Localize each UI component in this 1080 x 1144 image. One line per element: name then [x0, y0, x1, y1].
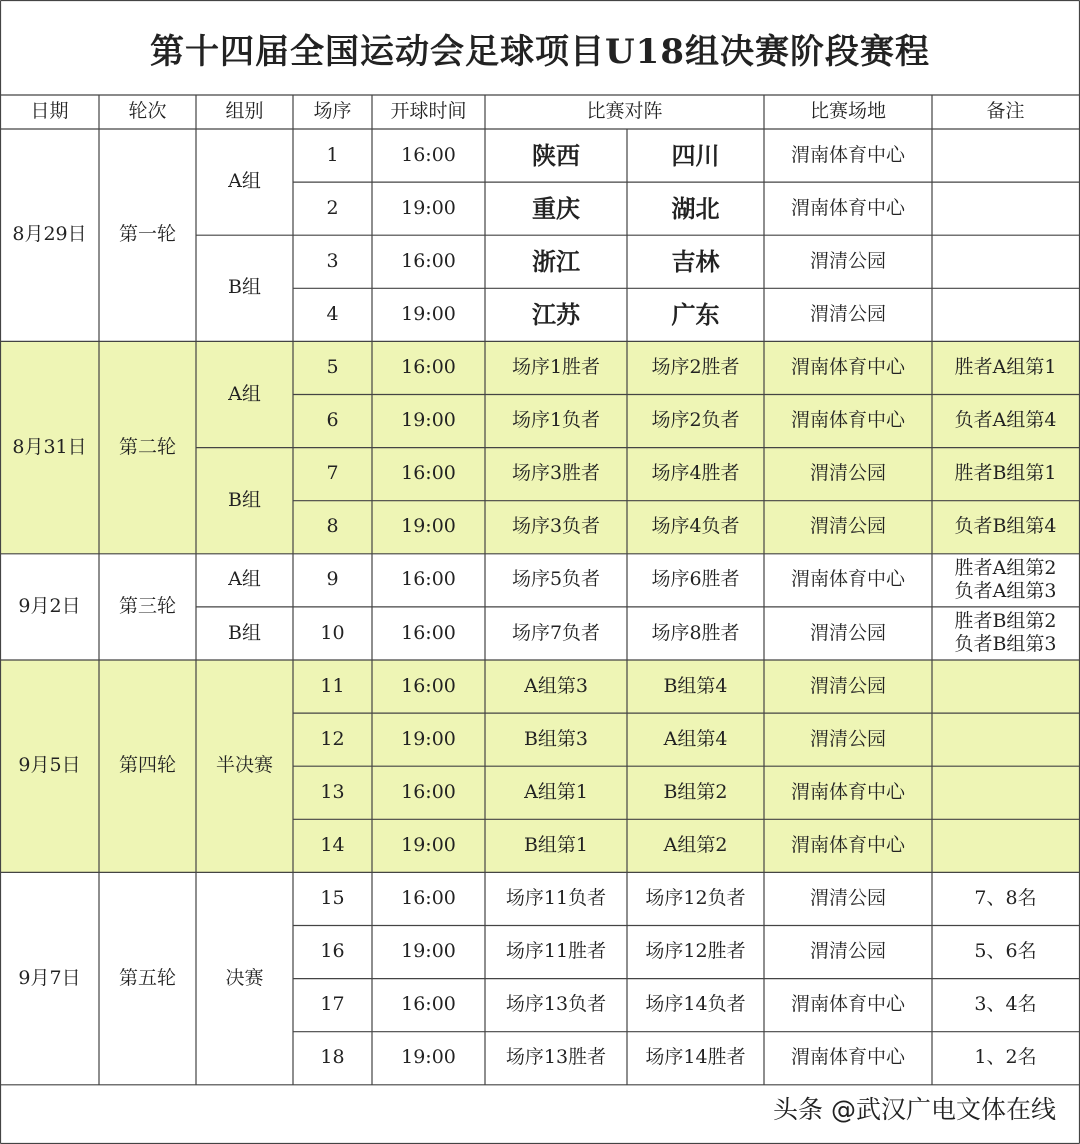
header-cell: 日期 — [30, 100, 69, 123]
match-number: 5 — [326, 356, 339, 379]
date-cell: 8月31日 — [12, 435, 87, 458]
group-cell: B组 — [228, 276, 261, 299]
away-team: 场序4负者 — [651, 515, 740, 538]
note-cell — [932, 766, 1079, 819]
venue-cell: 渭清公园 — [809, 727, 886, 750]
kickoff-time: 19:00 — [401, 727, 456, 750]
date-cell: 9月7日 — [18, 966, 81, 989]
note-cell: 胜者B组第2 负者B组第3 — [954, 609, 1057, 656]
kickoff-time: 16:00 — [401, 993, 456, 1016]
kickoff-time: 16:00 — [401, 568, 456, 591]
header-cell: 比赛对阵 — [586, 100, 663, 123]
home-team: 江苏 — [532, 299, 580, 329]
match-number: 6 — [326, 409, 339, 432]
venue-cell: 渭南体育中心 — [790, 356, 905, 379]
group-cell: A组 — [228, 170, 261, 193]
away-team: A组第2 — [663, 833, 728, 856]
note-cell: 胜者A组第2 负者A组第3 — [954, 556, 1057, 603]
away-team: 场序6胜者 — [651, 568, 740, 591]
venue-cell: 渭南体育中心 — [790, 993, 905, 1016]
venue-cell: 渭南体育中心 — [790, 143, 905, 166]
kickoff-time: 19:00 — [401, 196, 456, 219]
away-team: 场序14胜者 — [645, 1046, 746, 1069]
header-cell: 比赛场地 — [809, 100, 886, 123]
home-team: 浙江 — [532, 246, 580, 276]
away-team: 广东 — [671, 299, 720, 329]
match-number: 8 — [326, 515, 339, 538]
kickoff-time: 16:00 — [401, 462, 456, 485]
round-cell: 第一轮 — [118, 223, 176, 246]
away-team: 吉林 — [671, 246, 720, 276]
match-number: 15 — [320, 887, 345, 910]
group-cell: B组 — [228, 621, 261, 644]
home-team: B组第1 — [523, 833, 589, 856]
away-team: 场序2负者 — [651, 409, 740, 432]
kickoff-time: 16:00 — [401, 356, 456, 379]
note-cell: 胜者B组第1 — [954, 462, 1057, 485]
match-number: 9 — [326, 568, 339, 591]
kickoff-time: 16:00 — [401, 780, 456, 803]
match-number: 13 — [320, 780, 345, 803]
home-team: 场序3负者 — [511, 515, 601, 538]
kickoff-time: 16:00 — [401, 249, 456, 272]
venue-cell: 渭南体育中心 — [790, 780, 905, 803]
group-cell: A组 — [228, 568, 261, 591]
venue-cell: 渭清公园 — [809, 887, 886, 910]
kickoff-time: 19:00 — [401, 409, 456, 432]
home-team: 场序13负者 — [505, 993, 607, 1016]
note-cell — [932, 235, 1079, 288]
away-team: 场序4胜者 — [651, 462, 740, 485]
header-cell: 轮次 — [128, 100, 167, 123]
home-team: B组第3 — [523, 727, 589, 750]
away-team: A组第4 — [663, 727, 728, 750]
home-team: 场序11胜者 — [505, 940, 607, 963]
note-cell: 3、4名 — [974, 993, 1037, 1016]
date-cell: 9月5日 — [18, 754, 81, 777]
title-bar — [0, 0, 1080, 96]
date-cell: 9月2日 — [18, 595, 81, 618]
home-team: 场序13胜者 — [505, 1046, 607, 1069]
note-cell: 胜者A组第1 — [954, 356, 1057, 379]
kickoff-time: 19:00 — [401, 515, 456, 538]
venue-cell: 渭清公园 — [809, 940, 886, 963]
home-team: 重庆 — [532, 193, 580, 223]
match-number: 12 — [320, 727, 345, 750]
away-team: B组第2 — [663, 780, 728, 803]
away-team: 场序12胜者 — [645, 940, 746, 963]
away-team: 场序12负者 — [645, 887, 746, 910]
venue-cell: 渭南体育中心 — [790, 833, 905, 856]
match-number: 1 — [326, 143, 339, 166]
venue-cell: 渭清公园 — [809, 302, 886, 325]
kickoff-time: 19:00 — [401, 833, 456, 856]
home-team: 场序7负者 — [511, 621, 601, 644]
group-cell: A组 — [228, 382, 261, 405]
note-cell: 负者A组第4 — [954, 409, 1057, 432]
kickoff-time: 19:00 — [401, 302, 456, 325]
note-cell: 负者B组第4 — [954, 515, 1057, 538]
kickoff-time: 16:00 — [401, 621, 456, 644]
kickoff-time: 16:00 — [401, 887, 456, 910]
match-number: 7 — [326, 462, 339, 485]
note-cell: 7、8名 — [974, 887, 1037, 910]
header-cell: 组别 — [225, 100, 264, 123]
round-cell: 第三轮 — [118, 595, 176, 618]
home-team: 场序1负者 — [511, 409, 601, 432]
home-team: 场序11负者 — [505, 887, 607, 910]
match-number: 10 — [320, 621, 345, 644]
home-team: A组第1 — [524, 780, 588, 803]
venue-cell: 渭南体育中心 — [790, 568, 905, 591]
venue-cell: 渭清公园 — [809, 515, 886, 538]
kickoff-time: 19:00 — [401, 940, 456, 963]
note-cell: 5、6名 — [974, 940, 1037, 963]
watermark-text: 头条 @武汉广电文体在线 — [773, 1095, 1056, 1124]
note-cell — [932, 182, 1079, 235]
home-team: 场序1胜者 — [511, 356, 601, 379]
match-number: 2 — [326, 196, 339, 219]
venue-cell: 渭清公园 — [809, 249, 886, 272]
away-team: 四川 — [671, 140, 720, 170]
away-team: 场序2胜者 — [651, 356, 740, 379]
group-cell: 半决赛 — [215, 754, 273, 777]
home-team: A组第3 — [524, 674, 588, 697]
note-cell — [932, 819, 1079, 872]
match-number: 4 — [326, 302, 339, 325]
round-cell: 第四轮 — [118, 754, 176, 777]
home-team: 场序5负者 — [511, 568, 601, 591]
note-cell: 1、2名 — [974, 1046, 1037, 1069]
away-team: 场序8胜者 — [651, 621, 740, 644]
venue-cell: 渭南体育中心 — [790, 409, 905, 432]
venue-cell: 渭清公园 — [809, 462, 886, 485]
match-number: 17 — [320, 993, 345, 1016]
venue-cell: 渭南体育中心 — [790, 196, 905, 219]
home-team: 场序3胜者 — [511, 462, 601, 485]
venue-cell: 渭清公园 — [809, 621, 886, 644]
note-cell — [932, 288, 1079, 341]
venue-cell: 渭南体育中心 — [790, 1046, 905, 1069]
kickoff-time: 16:00 — [401, 674, 456, 697]
away-team: B组第4 — [663, 674, 728, 697]
match-number: 18 — [320, 1046, 345, 1069]
page-title: 第十四届全国运动会足球项目U18组决赛阶段赛程 — [150, 31, 930, 72]
note-cell — [932, 660, 1079, 713]
match-number: 3 — [326, 249, 339, 272]
group-cell: B组 — [228, 488, 261, 511]
kickoff-time: 19:00 — [401, 1046, 456, 1069]
note-cell — [932, 713, 1079, 766]
match-number: 11 — [320, 674, 345, 697]
note-cell — [932, 129, 1079, 182]
round-cell: 第二轮 — [118, 435, 176, 458]
header-cell: 场序 — [313, 100, 352, 123]
venue-cell: 渭清公园 — [809, 674, 886, 697]
match-number: 16 — [320, 940, 345, 963]
match-number: 14 — [320, 833, 345, 856]
home-team: 陕西 — [532, 140, 580, 170]
header-cell: 备注 — [986, 100, 1025, 123]
away-team: 湖北 — [671, 193, 720, 223]
group-cell: 决赛 — [225, 966, 264, 989]
kickoff-time: 16:00 — [401, 143, 456, 166]
round-cell: 第五轮 — [118, 966, 176, 989]
header-cell: 开球时间 — [390, 100, 467, 123]
date-cell: 8月29日 — [12, 223, 87, 246]
away-team: 场序14负者 — [645, 993, 746, 1016]
